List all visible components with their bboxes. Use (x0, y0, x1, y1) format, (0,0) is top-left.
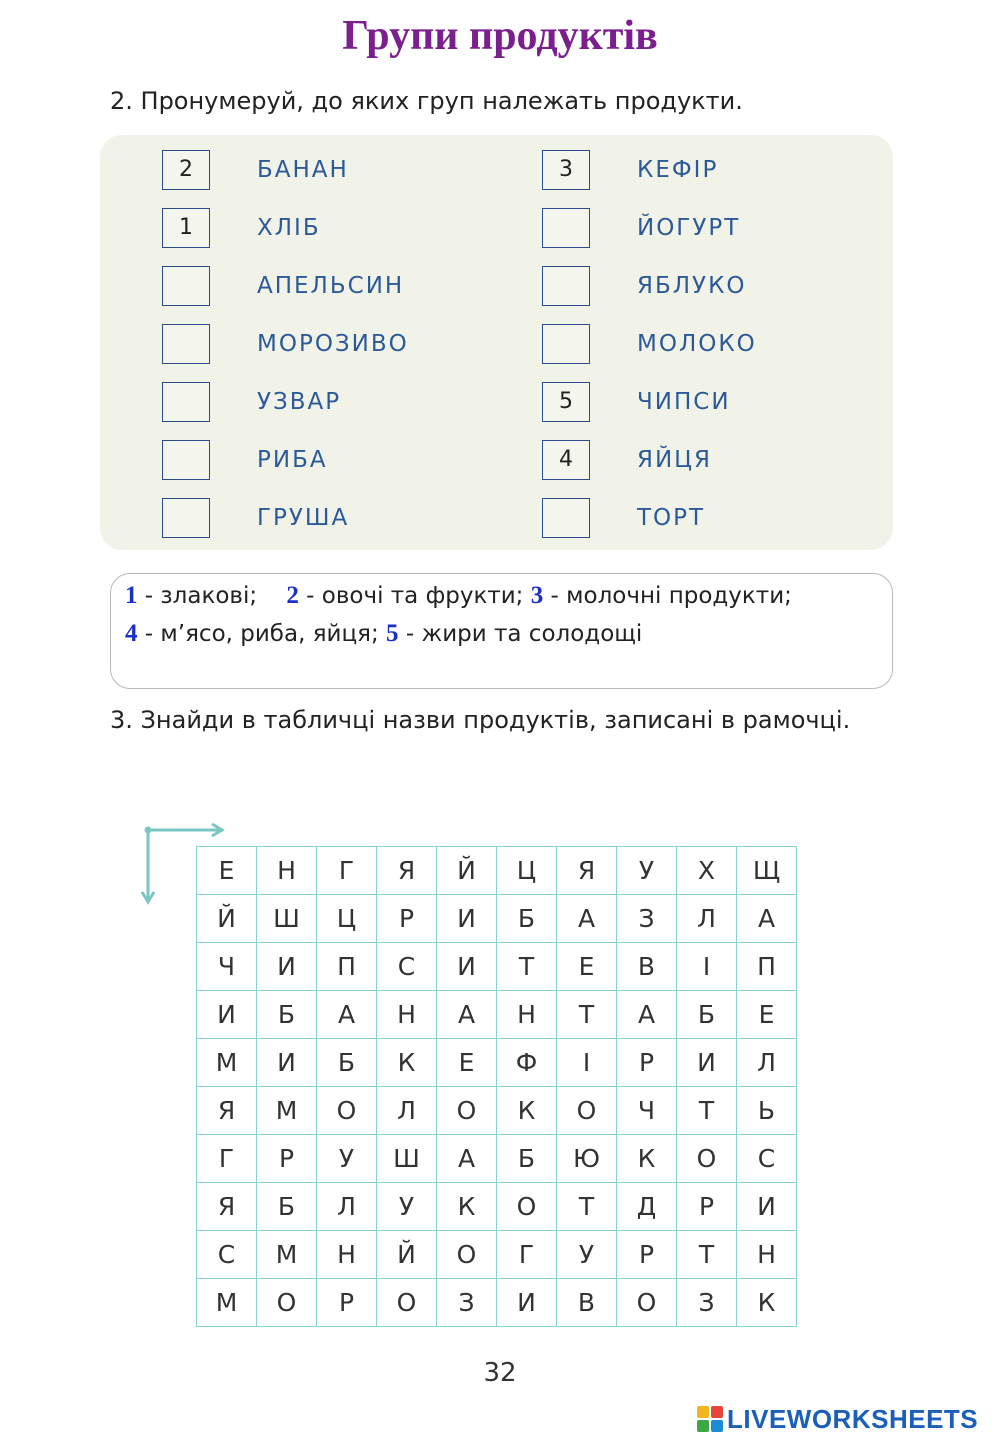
grid-cell[interactable]: Ц (497, 847, 557, 895)
number-answer-box[interactable] (542, 208, 590, 248)
grid-row (197, 1279, 797, 1327)
grid-row (197, 1087, 797, 1135)
number-answer-box[interactable]: 1 (162, 208, 210, 248)
legend-text-4: - м’ясо, риба, яйця; (137, 621, 379, 647)
grid-cell[interactable]: Р (257, 1135, 317, 1183)
grid-cell[interactable]: К (497, 1087, 557, 1135)
legend-text-2: - овочі та фрукти; (298, 583, 524, 609)
grid-cell[interactable]: Н (317, 1231, 377, 1279)
legend-number-4: 4 (125, 620, 138, 647)
grid-cell[interactable]: К (737, 1279, 797, 1327)
products-panel (100, 135, 893, 550)
grid-cell[interactable]: К (617, 1135, 677, 1183)
number-answer-box[interactable] (542, 324, 590, 364)
grid-cell[interactable]: Т (677, 1087, 737, 1135)
grid-cell[interactable]: Б (317, 1039, 377, 1087)
grid-cell[interactable]: Т (677, 1231, 737, 1279)
grid-cell[interactable]: И (437, 895, 497, 943)
grid-cell[interactable]: В (617, 943, 677, 991)
liveworksheets-logo-icon (697, 1406, 723, 1432)
grid-cell[interactable]: О (377, 1279, 437, 1327)
legend-text-3: - молочні продукти; (543, 583, 792, 609)
grid-cell[interactable]: Н (377, 991, 437, 1039)
grid-cell[interactable]: Б (257, 1183, 317, 1231)
grid-cell[interactable]: О (437, 1087, 497, 1135)
grid-cell[interactable]: А (437, 991, 497, 1039)
grid-cell[interactable]: А (557, 895, 617, 943)
grid-cell[interactable]: Я (377, 847, 437, 895)
brand-name: LIVEWORKSHEETS (727, 1403, 979, 1434)
grid-cell[interactable]: О (617, 1279, 677, 1327)
grid-cell[interactable]: Ш (257, 895, 317, 943)
number-answer-box[interactable] (162, 382, 210, 422)
product-name: ХЛІБ (257, 215, 321, 241)
number-answer-box[interactable] (542, 498, 590, 538)
task-3-instruction: 3. Знайди в табличці назви продуктів, записані в рамочці. (110, 706, 851, 734)
number-answer-box[interactable] (542, 266, 590, 306)
legend-line-2 (125, 620, 642, 648)
grid-cell[interactable]: Щ (737, 847, 797, 895)
grid-cell[interactable]: И (677, 1039, 737, 1087)
grid-cell[interactable]: Ч (197, 943, 257, 991)
grid-cell[interactable]: С (197, 1231, 257, 1279)
grid-cell[interactable]: И (257, 943, 317, 991)
grid-cell[interactable]: Б (257, 991, 317, 1039)
grid-cell[interactable]: Р (317, 1279, 377, 1327)
grid-cell[interactable]: И (437, 943, 497, 991)
grid-row (197, 991, 797, 1039)
number-answer-box[interactable]: 3 (542, 150, 590, 190)
number-answer-box[interactable] (162, 498, 210, 538)
product-name: ЯЙЦЯ (637, 447, 713, 473)
grid-row (197, 943, 797, 991)
grid-cell[interactable]: Л (737, 1039, 797, 1087)
grid-row (197, 1231, 797, 1279)
grid-cell[interactable]: С (737, 1135, 797, 1183)
page-number: 32 (483, 1358, 517, 1388)
grid-cell[interactable]: О (317, 1087, 377, 1135)
grid-cell[interactable]: Ш (377, 1135, 437, 1183)
product-name: МОЛОКО (637, 331, 757, 357)
grid-cell[interactable]: Н (257, 847, 317, 895)
grid-cell[interactable]: Л (677, 895, 737, 943)
grid-cell[interactable]: Б (677, 991, 737, 1039)
grid-cell[interactable]: И (197, 991, 257, 1039)
grid-cell[interactable]: Т (557, 1183, 617, 1231)
grid-cell[interactable]: И (497, 1279, 557, 1327)
legend-number-5: 5 (386, 620, 399, 647)
grid-cell[interactable]: З (617, 895, 677, 943)
grid-cell[interactable]: З (437, 1279, 497, 1327)
grid-cell[interactable]: Н (497, 991, 557, 1039)
product-name: ЯБЛУКО (637, 273, 747, 299)
number-answer-box[interactable]: 2 (162, 150, 210, 190)
grid-cell[interactable]: Е (197, 847, 257, 895)
word-search-grid (196, 846, 797, 1327)
legend-number-3: 3 (530, 582, 544, 609)
grid-cell[interactable]: І (677, 943, 737, 991)
grid-cell[interactable]: М (197, 1039, 257, 1087)
grid-cell[interactable]: Ь (737, 1087, 797, 1135)
product-name: ЧИПСИ (637, 389, 731, 415)
grid-cell[interactable]: А (617, 991, 677, 1039)
product-name: ГРУША (257, 505, 350, 531)
number-answer-box[interactable]: 4 (542, 440, 590, 480)
number-answer-box[interactable]: 5 (542, 382, 590, 422)
legend-text-5: - жири та солодощі (398, 621, 643, 647)
product-name: АПЕЛЬСИН (257, 273, 405, 299)
grid-cell[interactable]: У (317, 1135, 377, 1183)
grid-row (197, 1183, 797, 1231)
grid-row (197, 1135, 797, 1183)
product-name: КЕФІР (637, 157, 719, 183)
grid-cell[interactable]: Ц (317, 895, 377, 943)
grid-cell[interactable]: Р (677, 1183, 737, 1231)
grid-cell[interactable]: Т (497, 943, 557, 991)
grid-cell[interactable]: И (737, 1183, 797, 1231)
grid-cell[interactable]: Е (557, 943, 617, 991)
grid-cell[interactable]: Я (197, 1183, 257, 1231)
grid-cell[interactable]: О (677, 1135, 737, 1183)
legend-box (110, 573, 893, 689)
grid-cell[interactable]: Ф (497, 1039, 557, 1087)
grid-row (197, 1039, 797, 1087)
grid-cell[interactable]: Д (617, 1183, 677, 1231)
grid-cell[interactable]: Г (197, 1135, 257, 1183)
grid-cell[interactable]: Ю (557, 1135, 617, 1183)
grid-cell[interactable]: П (317, 943, 377, 991)
grid-cell[interactable]: Р (617, 1039, 677, 1087)
number-answer-box[interactable] (162, 440, 210, 480)
product-name: УЗВАР (257, 389, 342, 415)
grid-cell[interactable]: И (257, 1039, 317, 1087)
grid-cell[interactable]: К (437, 1183, 497, 1231)
product-name: ТОРТ (637, 505, 706, 531)
grid-cell[interactable]: О (557, 1087, 617, 1135)
legend-number-1: 1 (125, 582, 138, 609)
grid-cell[interactable]: К (377, 1039, 437, 1087)
grid-cell[interactable]: В (557, 1279, 617, 1327)
grid-cell[interactable]: І (557, 1039, 617, 1087)
product-name: МОРОЗИВО (257, 331, 409, 357)
grid-cell[interactable]: Я (557, 847, 617, 895)
grid-cell[interactable]: М (257, 1231, 317, 1279)
grid-cell[interactable]: Г (317, 847, 377, 895)
grid-cell[interactable]: Б (497, 895, 557, 943)
grid-cell[interactable]: М (257, 1087, 317, 1135)
grid-cell[interactable]: А (317, 991, 377, 1039)
grid-cell[interactable]: З (677, 1279, 737, 1327)
grid-cell[interactable]: М (197, 1279, 257, 1327)
legend-line-1 (125, 582, 792, 610)
number-answer-box[interactable] (162, 266, 210, 306)
grid-cell[interactable]: Б (497, 1135, 557, 1183)
grid-cell[interactable]: Р (617, 1231, 677, 1279)
grid-cell[interactable]: Н (737, 1231, 797, 1279)
grid-cell[interactable]: А (737, 895, 797, 943)
grid-cell[interactable]: У (377, 1183, 437, 1231)
grid-row (197, 895, 797, 943)
grid-cell[interactable]: Е (437, 1039, 497, 1087)
grid-cell[interactable]: Х (677, 847, 737, 895)
grid-cell[interactable]: А (437, 1135, 497, 1183)
brand-mark (697, 1404, 978, 1434)
grid-cell[interactable]: Й (377, 1231, 437, 1279)
legend-number-2: 2 (286, 582, 299, 609)
grid-cell[interactable]: О (257, 1279, 317, 1327)
product-name: РИБА (257, 447, 328, 473)
product-name: БАНАН (257, 157, 349, 183)
grid-cell[interactable]: Т (557, 991, 617, 1039)
grid-cell[interactable]: Р (377, 895, 437, 943)
product-name: ЙОГУРТ (637, 215, 741, 241)
grid-cell[interactable]: О (437, 1231, 497, 1279)
grid-cell[interactable]: С (377, 943, 437, 991)
legend-text-1: - злакові; (137, 583, 258, 609)
grid-cell[interactable]: Л (317, 1183, 377, 1231)
page-title: Групи продуктів (342, 13, 658, 59)
grid-cell[interactable]: Й (437, 847, 497, 895)
grid-cell[interactable]: У (617, 847, 677, 895)
grid-cell[interactable]: Л (377, 1087, 437, 1135)
grid-cell[interactable]: Й (197, 895, 257, 943)
grid-cell[interactable]: О (497, 1183, 557, 1231)
grid-cell[interactable]: У (557, 1231, 617, 1279)
grid-cell[interactable]: Е (737, 991, 797, 1039)
grid-cell[interactable]: Я (197, 1087, 257, 1135)
number-answer-box[interactable] (162, 324, 210, 364)
grid-cell[interactable]: Ч (617, 1087, 677, 1135)
grid-row (197, 847, 797, 895)
grid-cell[interactable]: Г (497, 1231, 557, 1279)
task-2-instruction: 2. Пронумеруй, до яких груп належать продукти. (110, 87, 743, 115)
grid-cell[interactable]: П (737, 943, 797, 991)
